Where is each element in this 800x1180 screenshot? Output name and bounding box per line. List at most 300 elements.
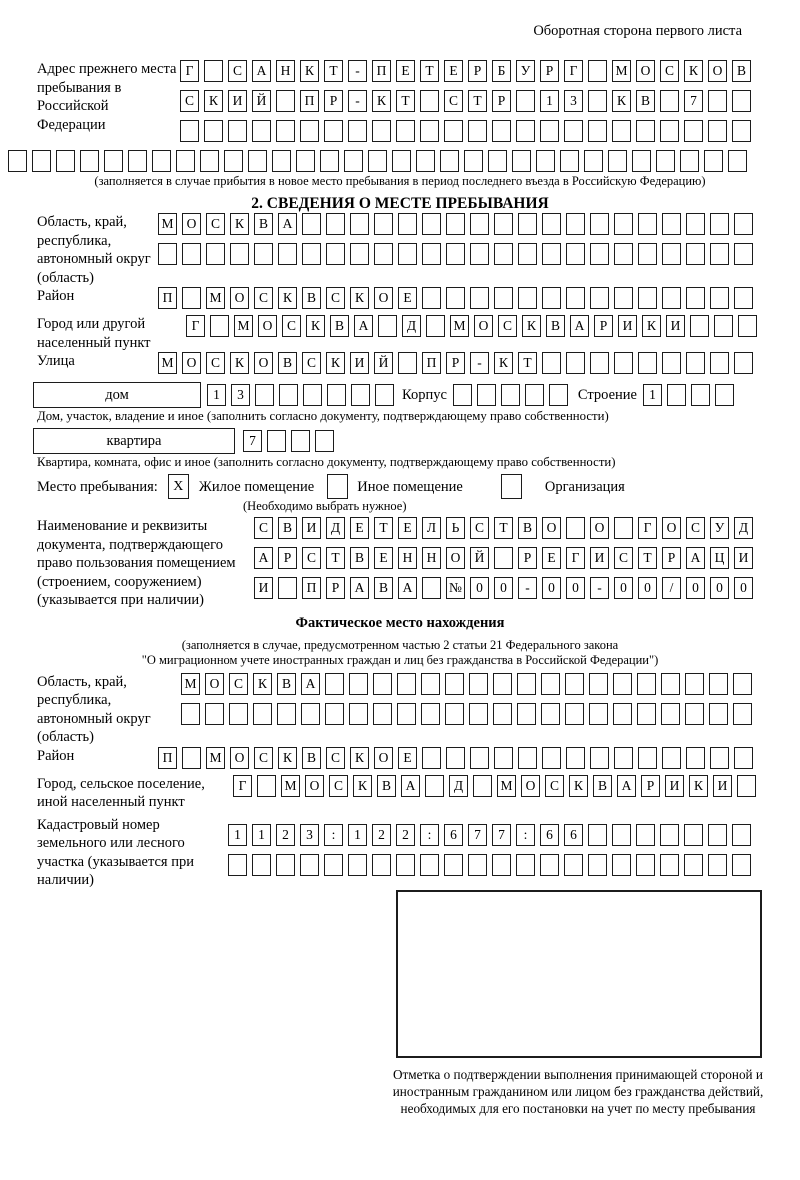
char-cell[interactable]: О xyxy=(305,775,324,797)
char-cell[interactable]: П xyxy=(158,747,177,769)
char-cell[interactable]: В xyxy=(254,213,273,235)
char-cell[interactable]: Т xyxy=(494,517,513,539)
char-cell[interactable] xyxy=(302,243,321,265)
char-cell[interactable] xyxy=(446,243,465,265)
char-cell[interactable]: Е xyxy=(398,287,417,309)
char-cell[interactable] xyxy=(277,703,296,725)
char-cell[interactable]: С xyxy=(545,775,564,797)
char-cell[interactable] xyxy=(728,150,747,172)
char-cell[interactable]: И xyxy=(713,775,732,797)
char-cell[interactable]: С xyxy=(329,775,348,797)
char-cell[interactable] xyxy=(397,673,416,695)
char-cell[interactable]: 3 xyxy=(231,384,250,406)
char-cell[interactable] xyxy=(349,673,368,695)
char-cell[interactable] xyxy=(373,673,392,695)
char-cell[interactable] xyxy=(348,854,367,876)
char-cell[interactable]: К xyxy=(689,775,708,797)
char-cell[interactable] xyxy=(662,243,681,265)
char-cell[interactable] xyxy=(590,352,609,374)
char-cell[interactable] xyxy=(638,213,657,235)
char-cell[interactable] xyxy=(661,703,680,725)
char-cell[interactable]: : xyxy=(324,824,343,846)
char-cell[interactable] xyxy=(326,243,345,265)
char-cell[interactable]: О xyxy=(521,775,540,797)
char-cell[interactable] xyxy=(396,120,415,142)
char-cell[interactable] xyxy=(470,243,489,265)
char-cell[interactable]: В xyxy=(732,60,751,82)
char-cell[interactable] xyxy=(564,120,583,142)
char-cell[interactable]: Р xyxy=(492,90,511,112)
char-cell[interactable] xyxy=(230,243,249,265)
char-cell[interactable]: Е xyxy=(398,747,417,769)
char-cell[interactable]: С xyxy=(326,287,345,309)
char-cell[interactable]: 7 xyxy=(243,430,262,452)
char-cell[interactable]: А xyxy=(301,673,320,695)
char-cell[interactable] xyxy=(612,824,631,846)
char-cell[interactable] xyxy=(327,384,346,406)
char-cell[interactable] xyxy=(488,150,507,172)
char-cell[interactable] xyxy=(613,673,632,695)
char-cell[interactable]: П xyxy=(422,352,441,374)
char-cell[interactable] xyxy=(637,703,656,725)
char-cell[interactable] xyxy=(444,854,463,876)
char-cell[interactable] xyxy=(732,120,751,142)
char-cell[interactable] xyxy=(276,854,295,876)
char-cell[interactable] xyxy=(684,120,703,142)
char-cell[interactable]: Д xyxy=(449,775,468,797)
char-cell[interactable]: Д xyxy=(326,517,345,539)
char-cell[interactable] xyxy=(378,315,397,337)
char-cell[interactable] xyxy=(732,90,751,112)
char-cell[interactable] xyxy=(588,60,607,82)
char-cell[interactable]: 6 xyxy=(540,824,559,846)
char-cell[interactable] xyxy=(516,854,535,876)
char-cell[interactable] xyxy=(588,120,607,142)
char-cell[interactable] xyxy=(182,287,201,309)
char-cell[interactable] xyxy=(324,120,343,142)
char-cell[interactable]: А xyxy=(278,213,297,235)
char-cell[interactable] xyxy=(494,213,513,235)
char-cell[interactable]: С xyxy=(326,747,345,769)
char-cell[interactable] xyxy=(80,150,99,172)
char-cell[interactable]: В xyxy=(593,775,612,797)
char-cell[interactable] xyxy=(210,315,229,337)
char-cell[interactable] xyxy=(446,213,465,235)
char-cell[interactable]: К xyxy=(204,90,223,112)
char-cell[interactable] xyxy=(446,747,465,769)
char-cell[interactable] xyxy=(516,90,535,112)
char-cell[interactable]: К xyxy=(642,315,661,337)
char-cell[interactable] xyxy=(542,747,561,769)
char-cell[interactable]: О xyxy=(258,315,277,337)
char-cell[interactable]: Е xyxy=(542,547,561,569)
char-cell[interactable] xyxy=(660,824,679,846)
char-cell[interactable]: 0 xyxy=(686,577,705,599)
char-cell[interactable]: И xyxy=(350,352,369,374)
char-cell[interactable]: Р xyxy=(278,547,297,569)
char-cell[interactable] xyxy=(708,854,727,876)
char-cell[interactable]: В xyxy=(518,517,537,539)
char-cell[interactable] xyxy=(540,120,559,142)
char-cell[interactable] xyxy=(205,703,224,725)
char-cell[interactable] xyxy=(637,673,656,695)
char-cell[interactable]: 0 xyxy=(566,577,585,599)
char-cell[interactable] xyxy=(278,577,297,599)
char-cell[interactable] xyxy=(662,213,681,235)
char-cell[interactable] xyxy=(686,352,705,374)
char-cell[interactable]: Г xyxy=(180,60,199,82)
char-cell[interactable]: В xyxy=(377,775,396,797)
char-cell[interactable]: 1 xyxy=(228,824,247,846)
char-cell[interactable] xyxy=(542,287,561,309)
char-cell[interactable]: 0 xyxy=(470,577,489,599)
char-cell[interactable] xyxy=(420,854,439,876)
char-cell[interactable] xyxy=(690,315,709,337)
char-cell[interactable] xyxy=(56,150,75,172)
char-cell[interactable]: К xyxy=(230,352,249,374)
char-cell[interactable]: 0 xyxy=(734,577,753,599)
char-cell[interactable]: Д xyxy=(402,315,421,337)
char-cell[interactable] xyxy=(494,547,513,569)
char-cell[interactable]: 0 xyxy=(614,577,633,599)
char-cell[interactable] xyxy=(152,150,171,172)
char-cell[interactable]: Г xyxy=(233,775,252,797)
char-cell[interactable]: А xyxy=(350,577,369,599)
char-cell[interactable] xyxy=(368,150,387,172)
char-cell[interactable]: В xyxy=(302,747,321,769)
char-cell[interactable] xyxy=(638,287,657,309)
char-cell[interactable] xyxy=(517,673,536,695)
char-cell[interactable]: С xyxy=(206,352,225,374)
char-cell[interactable]: К xyxy=(353,775,372,797)
char-cell[interactable] xyxy=(104,150,123,172)
char-cell[interactable] xyxy=(541,703,560,725)
residential-checkbox[interactable]: X xyxy=(168,474,189,499)
char-cell[interactable] xyxy=(416,150,435,172)
char-cell[interactable] xyxy=(613,703,632,725)
char-cell[interactable] xyxy=(686,287,705,309)
char-cell[interactable]: С xyxy=(229,673,248,695)
char-cell[interactable]: О xyxy=(708,60,727,82)
char-cell[interactable] xyxy=(252,854,271,876)
char-cell[interactable]: М xyxy=(158,352,177,374)
char-cell[interactable] xyxy=(182,747,201,769)
char-cell[interactable] xyxy=(494,747,513,769)
char-cell[interactable] xyxy=(517,703,536,725)
char-cell[interactable]: К xyxy=(278,747,297,769)
char-cell[interactable] xyxy=(257,775,276,797)
char-cell[interactable] xyxy=(372,854,391,876)
char-cell[interactable]: О xyxy=(254,352,273,374)
char-cell[interactable] xyxy=(612,120,631,142)
char-cell[interactable] xyxy=(470,213,489,235)
char-cell[interactable] xyxy=(614,213,633,235)
char-cell[interactable] xyxy=(493,673,512,695)
char-cell[interactable] xyxy=(470,287,489,309)
char-cell[interactable] xyxy=(291,430,310,452)
char-cell[interactable]: С xyxy=(254,747,273,769)
char-cell[interactable]: О xyxy=(542,517,561,539)
char-cell[interactable]: Е xyxy=(396,60,415,82)
char-cell[interactable] xyxy=(324,854,343,876)
char-cell[interactable]: 0 xyxy=(638,577,657,599)
char-cell[interactable] xyxy=(614,352,633,374)
char-cell[interactable] xyxy=(584,150,603,172)
char-cell[interactable]: Г xyxy=(638,517,657,539)
char-cell[interactable]: 3 xyxy=(300,824,319,846)
char-cell[interactable] xyxy=(470,747,489,769)
char-cell[interactable] xyxy=(589,703,608,725)
char-cell[interactable]: Г xyxy=(566,547,585,569)
char-cell[interactable]: Е xyxy=(374,547,393,569)
char-cell[interactable]: Т xyxy=(374,517,393,539)
char-cell[interactable] xyxy=(8,150,27,172)
char-cell[interactable] xyxy=(320,150,339,172)
char-cell[interactable]: 1 xyxy=(540,90,559,112)
char-cell[interactable] xyxy=(566,213,585,235)
char-cell[interactable]: М xyxy=(612,60,631,82)
char-cell[interactable] xyxy=(684,854,703,876)
char-cell[interactable] xyxy=(182,243,201,265)
char-cell[interactable] xyxy=(667,384,686,406)
char-cell[interactable]: А xyxy=(570,315,589,337)
char-cell[interactable] xyxy=(709,673,728,695)
char-cell[interactable] xyxy=(733,673,752,695)
char-cell[interactable]: К xyxy=(350,747,369,769)
char-cell[interactable]: О xyxy=(230,287,249,309)
char-cell[interactable] xyxy=(542,352,561,374)
char-cell[interactable] xyxy=(566,352,585,374)
char-cell[interactable] xyxy=(421,703,440,725)
char-cell[interactable] xyxy=(715,384,734,406)
char-cell[interactable]: А xyxy=(354,315,373,337)
char-cell[interactable] xyxy=(255,384,274,406)
char-cell[interactable]: О xyxy=(446,547,465,569)
char-cell[interactable] xyxy=(396,854,415,876)
char-cell[interactable]: А xyxy=(252,60,271,82)
char-cell[interactable] xyxy=(566,243,585,265)
char-cell[interactable] xyxy=(710,747,729,769)
char-cell[interactable]: А xyxy=(401,775,420,797)
char-cell[interactable] xyxy=(204,60,223,82)
char-cell[interactable]: В xyxy=(278,352,297,374)
char-cell[interactable]: 7 xyxy=(684,90,703,112)
char-cell[interactable] xyxy=(440,150,459,172)
char-cell[interactable] xyxy=(662,352,681,374)
char-cell[interactable] xyxy=(512,150,531,172)
char-cell[interactable]: Е xyxy=(350,517,369,539)
char-cell[interactable]: О xyxy=(182,213,201,235)
char-cell[interactable] xyxy=(662,287,681,309)
char-cell[interactable]: С xyxy=(686,517,705,539)
char-cell[interactable]: Р xyxy=(641,775,660,797)
char-cell[interactable]: К xyxy=(350,287,369,309)
char-cell[interactable] xyxy=(300,120,319,142)
char-cell[interactable] xyxy=(32,150,51,172)
char-cell[interactable] xyxy=(422,747,441,769)
char-cell[interactable]: Р xyxy=(324,90,343,112)
char-cell[interactable] xyxy=(734,213,753,235)
char-cell[interactable] xyxy=(344,150,363,172)
char-cell[interactable]: 0 xyxy=(494,577,513,599)
char-cell[interactable] xyxy=(492,120,511,142)
char-cell[interactable] xyxy=(224,150,243,172)
char-cell[interactable] xyxy=(685,673,704,695)
char-cell[interactable]: Н xyxy=(276,60,295,82)
char-cell[interactable] xyxy=(614,243,633,265)
char-cell[interactable]: К xyxy=(569,775,588,797)
char-cell[interactable]: А xyxy=(254,547,273,569)
char-cell[interactable]: М xyxy=(181,673,200,695)
char-cell[interactable] xyxy=(734,747,753,769)
char-cell[interactable] xyxy=(453,384,472,406)
char-cell[interactable] xyxy=(518,243,537,265)
char-cell[interactable] xyxy=(422,287,441,309)
char-cell[interactable]: П xyxy=(372,60,391,82)
char-cell[interactable] xyxy=(680,150,699,172)
char-cell[interactable]: - xyxy=(470,352,489,374)
char-cell[interactable]: Ц xyxy=(710,547,729,569)
char-cell[interactable]: О xyxy=(374,287,393,309)
char-cell[interactable] xyxy=(661,673,680,695)
char-cell[interactable] xyxy=(348,120,367,142)
char-cell[interactable]: И xyxy=(590,547,609,569)
char-cell[interactable] xyxy=(373,703,392,725)
char-cell[interactable]: И xyxy=(665,775,684,797)
char-cell[interactable] xyxy=(181,703,200,725)
char-cell[interactable] xyxy=(426,315,445,337)
char-cell[interactable] xyxy=(565,673,584,695)
char-cell[interactable]: 2 xyxy=(276,824,295,846)
char-cell[interactable]: К xyxy=(684,60,703,82)
char-cell[interactable] xyxy=(588,824,607,846)
char-cell[interactable]: М xyxy=(497,775,516,797)
char-cell[interactable] xyxy=(525,384,544,406)
char-cell[interactable] xyxy=(708,120,727,142)
char-cell[interactable] xyxy=(350,243,369,265)
char-cell[interactable]: К xyxy=(326,352,345,374)
char-cell[interactable]: С xyxy=(254,517,273,539)
char-cell[interactable]: 1 xyxy=(252,824,271,846)
char-cell[interactable]: К xyxy=(612,90,631,112)
char-cell[interactable] xyxy=(468,120,487,142)
char-cell[interactable] xyxy=(541,673,560,695)
char-cell[interactable] xyxy=(710,213,729,235)
char-cell[interactable] xyxy=(176,150,195,172)
char-cell[interactable] xyxy=(349,703,368,725)
char-cell[interactable]: Р xyxy=(446,352,465,374)
char-cell[interactable] xyxy=(588,90,607,112)
char-cell[interactable] xyxy=(422,213,441,235)
char-cell[interactable] xyxy=(660,120,679,142)
char-cell[interactable] xyxy=(248,150,267,172)
char-cell[interactable]: Т xyxy=(396,90,415,112)
char-cell[interactable]: В xyxy=(330,315,349,337)
char-cell[interactable] xyxy=(636,854,655,876)
char-cell[interactable] xyxy=(325,673,344,695)
char-cell[interactable]: 7 xyxy=(492,824,511,846)
char-cell[interactable] xyxy=(315,430,334,452)
char-cell[interactable] xyxy=(301,703,320,725)
char-cell[interactable]: 0 xyxy=(542,577,561,599)
char-cell[interactable] xyxy=(158,243,177,265)
char-cell[interactable]: Й xyxy=(470,547,489,569)
char-cell[interactable] xyxy=(710,352,729,374)
char-cell[interactable]: А xyxy=(398,577,417,599)
char-cell[interactable] xyxy=(608,150,627,172)
char-cell[interactable] xyxy=(686,243,705,265)
char-cell[interactable]: В xyxy=(636,90,655,112)
char-cell[interactable] xyxy=(392,150,411,172)
char-cell[interactable] xyxy=(492,854,511,876)
char-cell[interactable]: 1 xyxy=(643,384,662,406)
char-cell[interactable]: - xyxy=(518,577,537,599)
char-cell[interactable] xyxy=(691,384,710,406)
char-cell[interactable] xyxy=(128,150,147,172)
char-cell[interactable]: И xyxy=(254,577,273,599)
char-cell[interactable] xyxy=(200,150,219,172)
char-cell[interactable] xyxy=(228,120,247,142)
char-cell[interactable] xyxy=(636,120,655,142)
char-cell[interactable]: С xyxy=(660,60,679,82)
char-cell[interactable] xyxy=(614,517,633,539)
char-cell[interactable] xyxy=(738,315,757,337)
char-cell[interactable]: Н xyxy=(422,547,441,569)
char-cell[interactable] xyxy=(351,384,370,406)
char-cell[interactable] xyxy=(421,673,440,695)
char-cell[interactable]: Д xyxy=(734,517,753,539)
char-cell[interactable]: Т xyxy=(420,60,439,82)
char-cell[interactable] xyxy=(444,120,463,142)
char-cell[interactable]: О xyxy=(374,747,393,769)
char-cell[interactable] xyxy=(278,243,297,265)
char-cell[interactable]: Б xyxy=(492,60,511,82)
char-cell[interactable]: Й xyxy=(374,352,393,374)
char-cell[interactable] xyxy=(540,854,559,876)
char-cell[interactable]: С xyxy=(498,315,517,337)
char-cell[interactable] xyxy=(464,150,483,172)
char-cell[interactable] xyxy=(734,287,753,309)
char-cell[interactable]: Р xyxy=(540,60,559,82)
char-cell[interactable] xyxy=(638,352,657,374)
char-cell[interactable] xyxy=(638,747,657,769)
char-cell[interactable] xyxy=(560,150,579,172)
char-cell[interactable] xyxy=(632,150,651,172)
char-cell[interactable] xyxy=(204,120,223,142)
char-cell[interactable]: К xyxy=(522,315,541,337)
char-cell[interactable] xyxy=(590,213,609,235)
char-cell[interactable] xyxy=(397,703,416,725)
char-cell[interactable] xyxy=(685,703,704,725)
char-cell[interactable] xyxy=(374,243,393,265)
char-cell[interactable]: С xyxy=(302,547,321,569)
char-cell[interactable] xyxy=(714,315,733,337)
char-cell[interactable] xyxy=(660,854,679,876)
char-cell[interactable] xyxy=(732,854,751,876)
char-cell[interactable]: Г xyxy=(564,60,583,82)
char-cell[interactable] xyxy=(422,577,441,599)
char-cell[interactable] xyxy=(662,747,681,769)
char-cell[interactable]: Р xyxy=(594,315,613,337)
char-cell[interactable]: М xyxy=(450,315,469,337)
char-cell[interactable]: 1 xyxy=(207,384,226,406)
char-cell[interactable] xyxy=(549,384,568,406)
char-cell[interactable]: А xyxy=(686,547,705,569)
char-cell[interactable]: 0 xyxy=(710,577,729,599)
char-cell[interactable] xyxy=(279,384,298,406)
char-cell[interactable] xyxy=(516,120,535,142)
char-cell[interactable] xyxy=(590,243,609,265)
